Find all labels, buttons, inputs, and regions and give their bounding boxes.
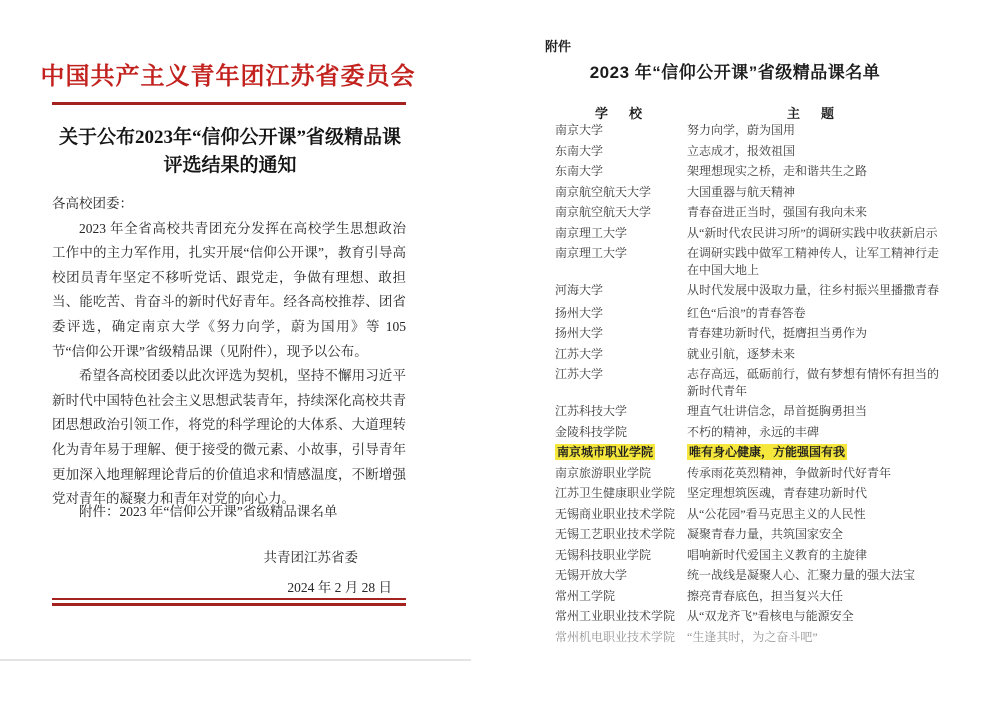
attachment-page [500,0,987,709]
theme-cell: 传承雨花英烈精神，争做新时代好青年 [687,465,892,480]
theme-cell: 凝聚青春力量，共筑国家安全 [687,527,844,541]
document-title [30,124,430,180]
table-row [555,325,947,342]
school-cell: 南京旅游职业学院 [555,465,652,480]
table-row [555,567,947,584]
theme-cell: 在调研实践中做军工精神传人，让军工精神行走在中国大地上 [687,246,940,277]
school-cell: 南京航空航天大学 [555,205,652,219]
table-row [555,346,947,363]
school-cell: 常州机电职业技术学院 [555,629,676,644]
school-cell: 南京理工大学 [555,225,628,240]
school-cell: 无锡开放大学 [555,568,628,582]
school-cell: 东南大学 [555,164,604,178]
school-cell: 江苏大学 [555,346,604,361]
theme-cell: 不朽的精神，永远的丰碑 [687,424,820,439]
column-header-school: 学 校 [595,106,647,121]
theme-cell: 唯有身心健康，方能强国有我 [689,445,846,459]
letterhead-title: 中国共产主义青年团江苏省委员会 [40,64,416,90]
school-cell: 扬州大学 [555,305,604,320]
table-row [555,163,947,180]
table-row [555,485,947,502]
theme-cell: 青春奋进正当时，强国有我向未来 [687,205,868,219]
theme-cell: 擦亮青春底色，担当复兴大任 [687,588,844,603]
theme-cell: 青春建功新时代，挺膺担当勇作为 [687,326,868,340]
theme-cell: 红色“后浪”的青春答卷 [687,305,806,320]
table-row [555,366,947,399]
table-header-row [555,103,947,122]
school-cell: 东南大学 [555,143,604,158]
table-row [555,588,947,605]
theme-cell: 从时代发展中汲取力量，往乡村振兴里播撒青春 [687,283,940,297]
footer-double-red-line [52,598,406,606]
paragraph-2: 希望各高校团委以此次评选为契机，坚持不懈用习近平新时代中国特色社会主义思想武装青年，持续深化高校共青团思想政治引领工作，将党的科学理论的大体系、大道理转化为青年易于理解、便于接受的微元素、小故事，引导青年更加深入地理解理论背后的价值追求和情感温度，不断增强党对青年的凝聚力和青年对党的向心力。 [52,368,406,507]
school-cell: 南京城市职业学院 [557,445,654,459]
notice-body [52,192,406,512]
theme-cell: 唱响新时代爱国主义教育的主旋律 [687,547,868,562]
letterhead-separator-line [52,102,406,105]
table-row [555,225,947,242]
notice-page [0,0,471,661]
issue-date: 2024 年 2 月 28 日 [287,580,392,595]
table-row [555,424,947,441]
table-row [555,122,947,139]
theme-cell: 就业引航，逐梦未来 [687,346,796,361]
school-cell: 无锡工艺职业技术学院 [555,527,676,541]
theme-cell: 统一战线是凝聚人心、汇聚力量的强大法宝 [687,568,916,582]
paragraph-1: 2023 年全省高校共青团充分发挥在高校学生思想政治工作中的主力军作用，扎实开展“信仰公开课”，教育引导高校团员青年坚定不移听党话、跟党走，争做有理想、敢担当、能吃苦、肯奋斗的新时代好青年。经各高校推荐、团省委评选，确定南京大学《努力向学，蔚为国用》等 105 节“信仰公开课”省级精品课（见附件），现予以公布。 [52,220,406,359]
theme-cell: 从“公花园”看马克思主义的人民性 [687,506,866,521]
table-row [555,184,947,201]
theme-cell: 大国重器与航天精神 [687,184,796,199]
table-row [555,506,947,523]
table-row [555,608,947,625]
issuing-authority: 共青团江苏省委 [263,550,358,565]
table-row [555,143,947,160]
school-cell: 江苏卫生健康职业学院 [555,486,676,500]
school-cell: 无锡商业职业技术学院 [555,506,676,521]
theme-cell: 努力向学，蔚为国用 [687,123,796,137]
table-row [555,403,947,420]
table-row [555,629,947,646]
theme-cell: “生逢其时，为之奋斗吧” [687,629,818,644]
table-row [555,444,947,461]
attachment-label: 附件 [545,39,572,54]
school-cell: 河海大学 [555,283,604,297]
table-row [555,526,947,543]
theme-cell: 志存高远，砥砺前行，做有梦想有情怀有担当的新时代青年 [687,367,940,398]
theme-cell: 坚定理想筑医魂，青春建功新时代 [687,486,868,500]
salutation: 各高校团委： [52,196,133,211]
attachment-note: 附件：2023 年“信仰公开课”省级精品课名单 [79,504,338,519]
column-header-theme: 主 题 [787,106,839,121]
school-cell: 江苏科技大学 [555,404,628,418]
school-cell: 金陵科技学院 [555,424,628,439]
course-list-title: 2023 年“信仰公开课”省级精品课名单 [589,63,881,82]
table-row [555,245,947,278]
theme-cell: 理直气壮讲信念，昂首挺胸勇担当 [687,404,868,418]
theme-cell: 从“双龙齐飞”看核电与能源安全 [687,609,854,623]
table-row [555,204,947,221]
table-row [555,547,947,564]
theme-cell: 架理想现实之桥，走和谐共生之路 [687,164,868,178]
school-cell: 南京理工大学 [555,246,628,260]
school-cell: 常州工学院 [555,588,616,603]
theme-cell: 从“新时代农民讲习所”的调研实践中收获新启示 [687,225,938,240]
document-title-line2: 评选结果的通知 [163,155,297,176]
course-table [555,122,947,649]
school-cell: 无锡科技职业学院 [555,547,652,562]
school-cell: 江苏大学 [555,367,604,381]
theme-cell: 立志成才，报效祖国 [687,143,796,158]
school-cell: 南京航空航天大学 [555,184,652,199]
table-row [555,465,947,482]
table-row [555,305,947,322]
school-cell: 南京大学 [555,123,604,137]
school-cell: 常州工业职业技术学院 [555,609,676,623]
table-row [555,282,947,299]
document-title-line1: 关于公布2023年“信仰公开课”省级精品课 [58,127,401,148]
school-cell: 扬州大学 [555,326,604,340]
